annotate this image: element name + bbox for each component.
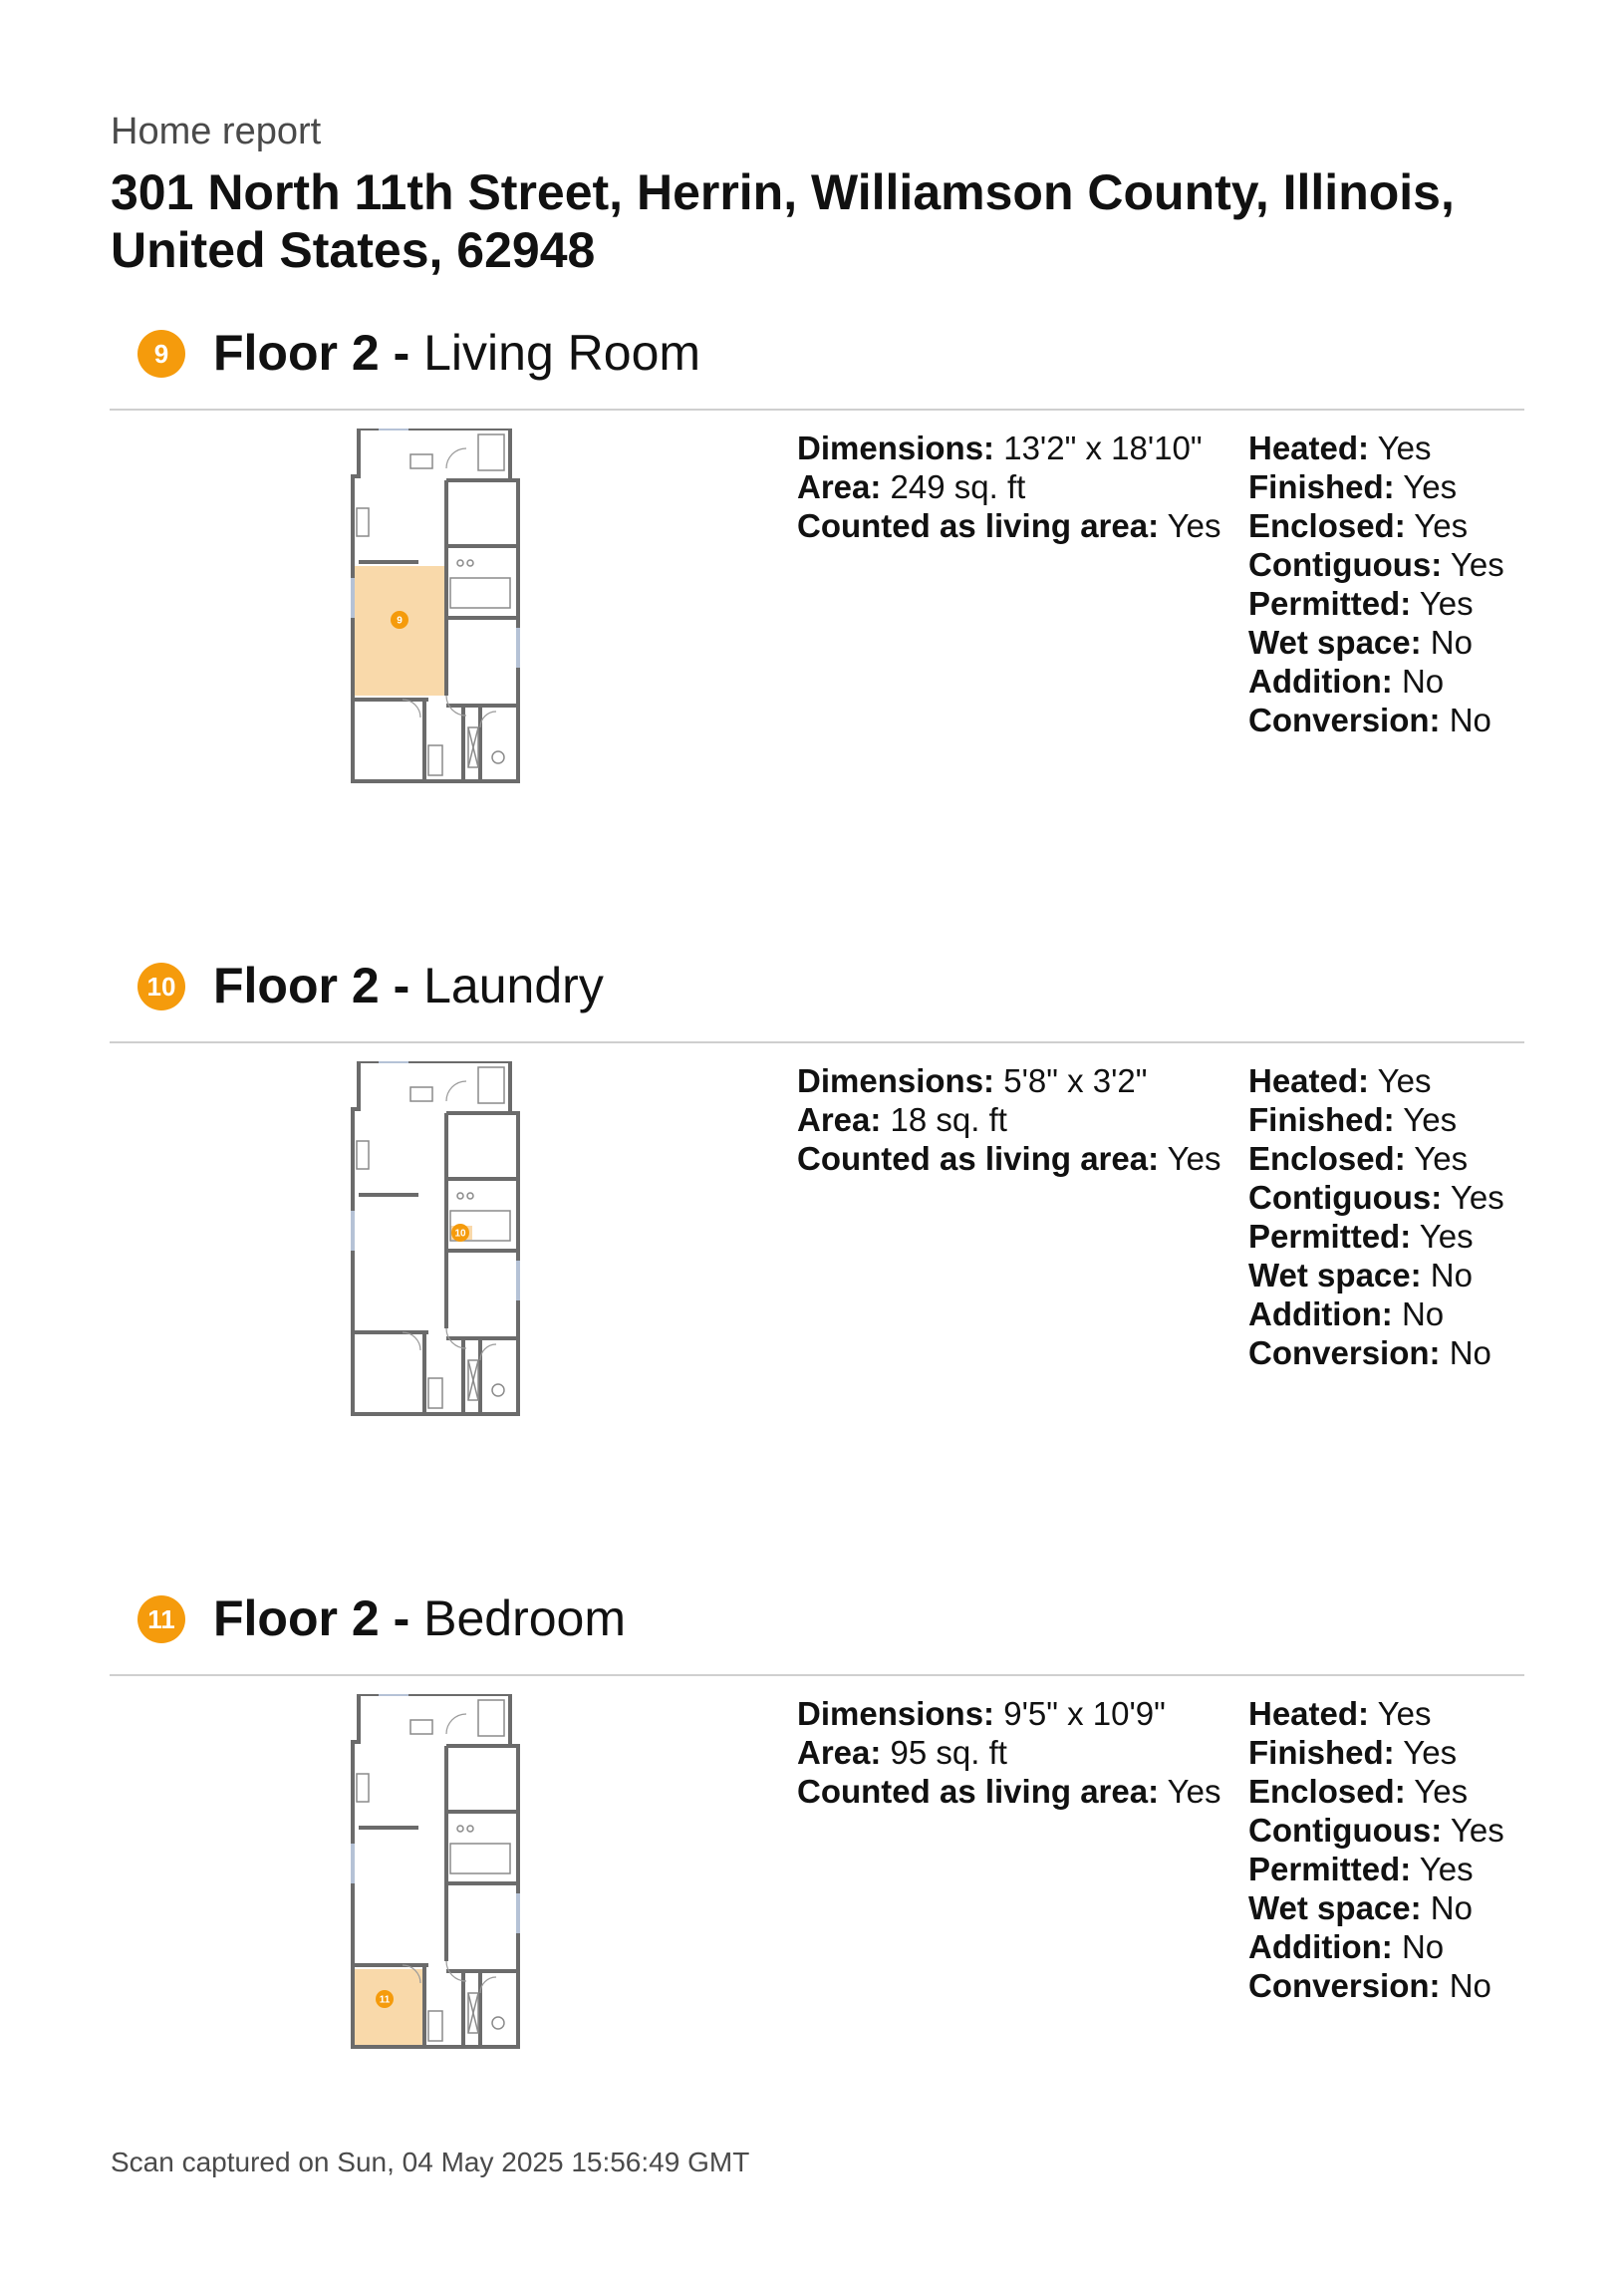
toilet-fixture	[492, 2017, 504, 2029]
bath-fixture	[428, 745, 442, 775]
bath-fixture	[428, 2011, 442, 2041]
living-area-row	[797, 1139, 1221, 1178]
finished-row	[1248, 467, 1504, 506]
contiguous-row	[1248, 545, 1504, 584]
contiguous-label: Contiguous:	[1248, 546, 1443, 583]
contiguous-value: Yes	[1442, 1812, 1504, 1849]
living-area-label: Counted as living area:	[797, 507, 1160, 544]
conversion-label: Conversion:	[1248, 1334, 1441, 1371]
wet-space-row	[1248, 1888, 1504, 1927]
room-header	[110, 1584, 1524, 1676]
toilet-fixture	[492, 1384, 504, 1396]
property-address: 301 North 11th Street, Herrin, Williamson County, Illinois, United States, 62948	[111, 164, 1455, 278]
contiguous-value: Yes	[1442, 1179, 1504, 1216]
laundry-fixture	[450, 578, 510, 608]
conversion-row	[1248, 701, 1504, 739]
permitted-row	[1248, 1217, 1504, 1256]
door-swing	[480, 712, 496, 727]
wet-space-label: Wet space:	[1248, 1889, 1422, 1926]
wet-space-value: No	[1421, 624, 1473, 661]
dimensions-label: Dimensions:	[797, 1062, 995, 1099]
conversion-label: Conversion:	[1248, 702, 1441, 738]
cabinet-fixture	[357, 508, 369, 536]
permitted-value: Yes	[1411, 1218, 1474, 1255]
area-row	[797, 1100, 1221, 1139]
title-separator: -	[379, 325, 424, 381]
addition-label: Addition:	[1248, 1928, 1393, 1965]
permitted-label: Permitted:	[1248, 1851, 1412, 1887]
sink-fixture	[457, 560, 463, 566]
conversion-row	[1248, 1333, 1504, 1372]
living-area-value: Yes	[1159, 1773, 1221, 1810]
conversion-value: No	[1440, 1334, 1491, 1371]
area-value: 95 sq. ft	[881, 1734, 1007, 1771]
enclosed-value: Yes	[1405, 1140, 1469, 1177]
cabinet-fixture	[357, 1774, 369, 1802]
room-floor: Floor 2	[213, 1590, 380, 1646]
door-swing	[403, 700, 420, 718]
door-swing	[446, 1714, 466, 1734]
room-location-number: 11	[379, 1994, 391, 2006]
closet-fixture	[478, 1700, 504, 1736]
contiguous-row	[1248, 1811, 1504, 1850]
enclosed-label: Enclosed:	[1248, 1140, 1406, 1177]
heated-row	[1248, 1061, 1504, 1100]
finished-row	[1248, 1733, 1504, 1772]
wet-space-row	[1248, 1256, 1504, 1294]
heated-label: Heated:	[1248, 430, 1370, 466]
closet-fixture	[478, 1067, 504, 1103]
room-details-primary	[797, 1694, 1221, 1811]
conversion-value: No	[1440, 702, 1491, 738]
heated-value: Yes	[1369, 430, 1432, 466]
laundry-fixture	[450, 1844, 510, 1873]
door-swing	[480, 1977, 496, 1993]
wet-space-value: No	[1421, 1257, 1473, 1293]
sink-fixture	[467, 560, 473, 566]
finished-value: Yes	[1394, 1101, 1458, 1138]
stairs-fixture	[410, 1720, 432, 1734]
living-area-row	[797, 1772, 1221, 1811]
wet-space-label: Wet space:	[1248, 624, 1422, 661]
heated-value: Yes	[1369, 1695, 1432, 1732]
living-area-row	[797, 506, 1221, 545]
door-swing	[480, 1344, 496, 1360]
addition-row	[1248, 1927, 1504, 1966]
heated-value: Yes	[1369, 1062, 1432, 1099]
room-details-attributes	[1248, 1061, 1504, 1372]
toilet-fixture	[492, 751, 504, 763]
floor-plan-thumbnail	[339, 429, 558, 787]
permitted-label: Permitted:	[1248, 585, 1412, 622]
addition-value: No	[1392, 663, 1445, 700]
room-details-primary	[797, 1061, 1221, 1178]
room-header	[110, 319, 1524, 411]
addition-label: Addition:	[1248, 663, 1393, 700]
permitted-row	[1248, 1850, 1504, 1888]
area-value: 249 sq. ft	[881, 468, 1026, 505]
room-title	[213, 956, 604, 1015]
sink-fixture	[457, 1826, 463, 1832]
area-label: Area:	[797, 1101, 882, 1138]
room-section-laundry	[0, 952, 1623, 1510]
living-area-value: Yes	[1159, 507, 1221, 544]
cabinet-fixture	[357, 1141, 369, 1169]
title-separator: -	[379, 1590, 424, 1646]
area-row	[797, 467, 1221, 506]
area-row	[797, 1733, 1221, 1772]
report-label: Home report	[111, 111, 322, 152]
addition-value: No	[1392, 1295, 1445, 1332]
room-details-attributes	[1248, 1694, 1504, 2005]
enclosed-row	[1248, 1772, 1504, 1811]
room-section-living-room	[0, 319, 1623, 877]
enclosed-row	[1248, 506, 1504, 545]
conversion-row	[1248, 1966, 1504, 2005]
area-label: Area:	[797, 1734, 882, 1771]
room-name: Bedroom	[423, 1590, 627, 1646]
room-number-badge: 9	[137, 330, 185, 378]
dimensions-row	[797, 429, 1221, 467]
floor-plan-thumbnail	[339, 1061, 558, 1420]
highlighted-room-area	[353, 566, 446, 696]
dimensions-row	[797, 1694, 1221, 1733]
living-area-label: Counted as living area:	[797, 1140, 1160, 1177]
permitted-value: Yes	[1411, 585, 1474, 622]
enclosed-label: Enclosed:	[1248, 1773, 1406, 1810]
room-details-primary	[797, 429, 1221, 545]
area-value: 18 sq. ft	[881, 1101, 1007, 1138]
room-header	[110, 952, 1524, 1043]
scan-timestamp: Scan captured on Sun, 04 May 2025 15:56:49 GMT	[111, 2147, 750, 2177]
heated-label: Heated:	[1248, 1062, 1370, 1099]
floor-plan-thumbnail	[339, 1694, 558, 2053]
sink-fixture	[457, 1193, 463, 1199]
room-location-number: 9	[397, 615, 403, 627]
room-location-number: 10	[454, 1228, 466, 1240]
permitted-row	[1248, 584, 1504, 623]
heated-row	[1248, 429, 1504, 467]
contiguous-label: Contiguous:	[1248, 1179, 1443, 1216]
finished-label: Finished:	[1248, 1101, 1395, 1138]
enclosed-value: Yes	[1405, 1773, 1469, 1810]
permitted-value: Yes	[1411, 1851, 1474, 1887]
enclosed-label: Enclosed:	[1248, 507, 1406, 544]
enclosed-value: Yes	[1405, 507, 1469, 544]
bath-fixture	[428, 1378, 442, 1408]
conversion-value: No	[1440, 1967, 1491, 2004]
sink-fixture	[467, 1193, 473, 1199]
dimensions-label: Dimensions:	[797, 1695, 995, 1732]
heated-label: Heated:	[1248, 1695, 1370, 1732]
room-name: Living Room	[423, 325, 701, 381]
highlighted-room-area	[353, 1969, 424, 2047]
closet-fixture	[478, 434, 504, 470]
room-details-attributes	[1248, 429, 1504, 739]
contiguous-row	[1248, 1178, 1504, 1217]
room-section-bedroom	[0, 1584, 1623, 2143]
wet-space-row	[1248, 623, 1504, 662]
dimensions-row	[797, 1061, 1221, 1100]
contiguous-label: Contiguous:	[1248, 1812, 1443, 1849]
finished-row	[1248, 1100, 1504, 1139]
finished-value: Yes	[1394, 468, 1458, 505]
wet-space-value: No	[1421, 1889, 1473, 1926]
permitted-label: Permitted:	[1248, 1218, 1412, 1255]
dimensions-value: 13'2" x 18'10"	[994, 430, 1203, 466]
dimensions-value: 5'8" x 3'2"	[994, 1062, 1148, 1099]
heated-row	[1248, 1694, 1504, 1733]
stairs-fixture	[410, 454, 432, 468]
finished-value: Yes	[1394, 1734, 1458, 1771]
addition-row	[1248, 662, 1504, 701]
addition-value: No	[1392, 1928, 1445, 1965]
enclosed-row	[1248, 1139, 1504, 1178]
finished-label: Finished:	[1248, 1734, 1395, 1771]
door-swing	[446, 1081, 466, 1101]
area-label: Area:	[797, 468, 882, 505]
room-name: Laundry	[423, 958, 604, 1013]
addition-row	[1248, 1294, 1504, 1333]
room-number-badge: 11	[137, 1595, 185, 1643]
door-swing	[446, 448, 466, 468]
conversion-label: Conversion:	[1248, 1967, 1441, 2004]
living-area-label: Counted as living area:	[797, 1773, 1160, 1810]
door-swing	[403, 1332, 420, 1350]
title-separator: -	[379, 958, 424, 1013]
stairs-fixture	[410, 1087, 432, 1101]
contiguous-value: Yes	[1442, 546, 1504, 583]
dimensions-value: 9'5" x 10'9"	[994, 1695, 1166, 1732]
living-area-value: Yes	[1159, 1140, 1221, 1177]
room-floor: Floor 2	[213, 958, 380, 1013]
wet-space-label: Wet space:	[1248, 1257, 1422, 1293]
finished-label: Finished:	[1248, 468, 1395, 505]
addition-label: Addition:	[1248, 1295, 1393, 1332]
sink-fixture	[467, 1826, 473, 1832]
room-floor: Floor 2	[213, 325, 380, 381]
room-title	[213, 323, 700, 383]
room-title	[213, 1588, 626, 1648]
dimensions-label: Dimensions:	[797, 430, 995, 466]
room-number-badge: 10	[137, 963, 185, 1010]
